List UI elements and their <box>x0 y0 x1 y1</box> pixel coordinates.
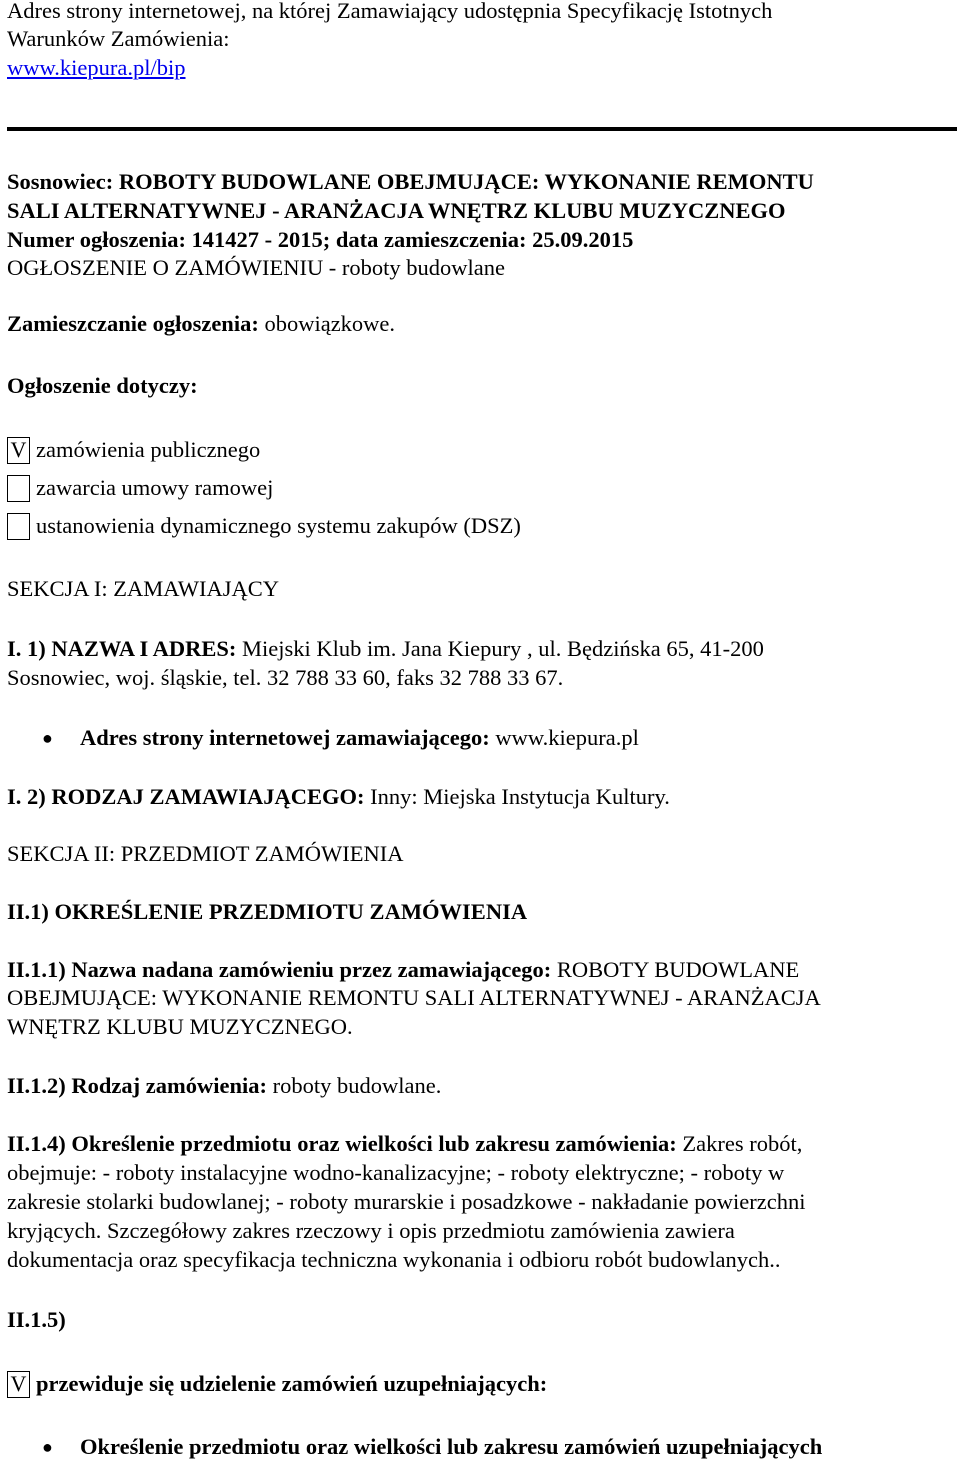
p111-line-2: OBEJMUJĄCE: WYKONANIE REMONTU SALI ALTERNATYWNEJ - ARANŻACJA <box>7 985 821 1010</box>
p114-line-2: obejmuje: - roboty instalacyjne wodno-kanalizacyjne; - roboty elektryczne; - roboty w <box>7 1160 785 1185</box>
checkbox-checked-icon[interactable]: V <box>7 1371 30 1398</box>
kind-value: Inny: Miejska Instytucja Kultury. <box>370 784 670 809</box>
title-line-2: SALI ALTERNATYWNEJ - ARANŻACJA WNĘTRZ KLUBU MUZYCZNEGO <box>7 198 786 223</box>
option-label: zawarcia umowy ramowej <box>36 475 274 500</box>
kind-line <box>7 783 952 811</box>
section2-sub1: II.1) OKREŚLENIE PRZEDMIOTU ZAMÓWIENIA <box>7 899 528 924</box>
notice-type: OGŁOSZENIE O ZAMÓWIENIU - roboty budowlane <box>7 255 506 280</box>
p114-line-1 <box>7 1130 952 1158</box>
bullet-icon: ● <box>42 1437 53 1457</box>
bullet-icon: ● <box>42 728 53 748</box>
siwz-link[interactable]: www.kiepura.pl/bip <box>7 55 186 80</box>
p112-line <box>7 1072 952 1100</box>
intro-line-1: Adres strony internetowej, na której Zamawiający udostępnia Specyfikację Istotnych <box>7 0 773 23</box>
publication-label: Zamieszczanie ogłoszenia: <box>7 311 259 336</box>
p114-value: Zakres robót, <box>682 1131 803 1156</box>
www-line <box>80 724 639 752</box>
section1-heading: SEKCJA I: ZAMAWIAJĄCY <box>7 576 279 601</box>
p111-value: ROBOTY BUDOWLANE <box>556 957 800 982</box>
checkbox-empty-icon[interactable] <box>7 475 30 502</box>
checkbox-checked-icon[interactable]: V <box>7 437 30 464</box>
www-value: www.kiepura.pl <box>495 725 639 750</box>
name-address-label: I. 1) NAZWA I ADRES: <box>7 636 237 661</box>
p111-line-1 <box>7 956 952 984</box>
intro-url-line <box>7 54 952 82</box>
www-label: Adres strony internetowej zamawiającego: <box>80 725 490 750</box>
name-address-line-2: Sosnowiec, woj. śląskie, tel. 32 788 33 60, faks 32 788 33 67. <box>7 665 564 690</box>
horizontal-rule <box>7 127 957 131</box>
p114-line-5: dokumentacja oraz specyfikacja techniczna wykonania i odbioru robót budowlanych.. <box>7 1247 781 1272</box>
www-bullet <box>42 724 952 752</box>
p111-label: II.1.1) Nazwa nadana zamówieniu przez zamawiającego: <box>7 957 552 982</box>
publication-line <box>7 310 952 338</box>
p114-line-4: kryjących. Szczegółowy zakres rzeczowy i opis przedmiotu zamówienia zawiera <box>7 1218 735 1243</box>
concerns-option-dsz[interactable] <box>7 511 521 541</box>
p112-label: II.1.2) Rodzaj zamówienia: <box>7 1073 267 1098</box>
concerns-option-public[interactable] <box>7 435 260 465</box>
kind-label: I. 2) RODZAJ ZAMAWIAJĄCEGO: <box>7 784 365 809</box>
p114-label: II.1.4) Określenie przedmiotu oraz wielkości lub zakresu zamówienia: <box>7 1131 677 1156</box>
p115-label: II.1.5) <box>7 1307 66 1332</box>
section2-heading: SEKCJA II: PRZEDMIOT ZAMÓWIENIA <box>7 841 404 866</box>
name-address-line-1 <box>7 635 952 663</box>
p115-option[interactable] <box>7 1369 547 1399</box>
publication-value: obowiązkowe. <box>264 311 396 336</box>
option-label: ustanowienia dynamicznego systemu zakupów (DSZ) <box>36 513 521 538</box>
intro-line-2: Warunków Zamówienia: <box>7 26 230 51</box>
checkbox-empty-icon[interactable] <box>7 513 30 540</box>
p115-bullet <box>42 1433 952 1461</box>
name-address-value: Miejski Klub im. Jana Kiepury , ul. Będzińska 65, 41-200 <box>242 636 764 661</box>
title-line-1: Sosnowiec: ROBOTY BUDOWLANE OBEJMUJĄCE: WYKONANIE REMONTU <box>7 169 814 194</box>
concerns-option-framework[interactable] <box>7 473 273 503</box>
p115-option-label: przewiduje się udzielenie zamówień uzupełniających: <box>36 1371 548 1396</box>
title-line-3: Numer ogłoszenia: 141427 - 2015; data zamieszczenia: 25.09.2015 <box>7 227 634 252</box>
p111-line-3: WNĘTRZ KLUBU MUZYCZNEGO. <box>7 1014 353 1039</box>
p112-value: roboty budowlane. <box>272 1073 442 1098</box>
p115-bullet-text: Określenie przedmiotu oraz wielkości lub zakresu zamówień uzupełniających <box>80 1434 823 1459</box>
p114-line-3: zakresie stolarki budowlanej; - roboty murarskie i posadzkowe - nakładanie powierzchni <box>7 1189 806 1214</box>
concerns-label: Ogłoszenie dotyczy: <box>7 373 198 398</box>
option-label: zamówienia publicznego <box>36 437 261 462</box>
